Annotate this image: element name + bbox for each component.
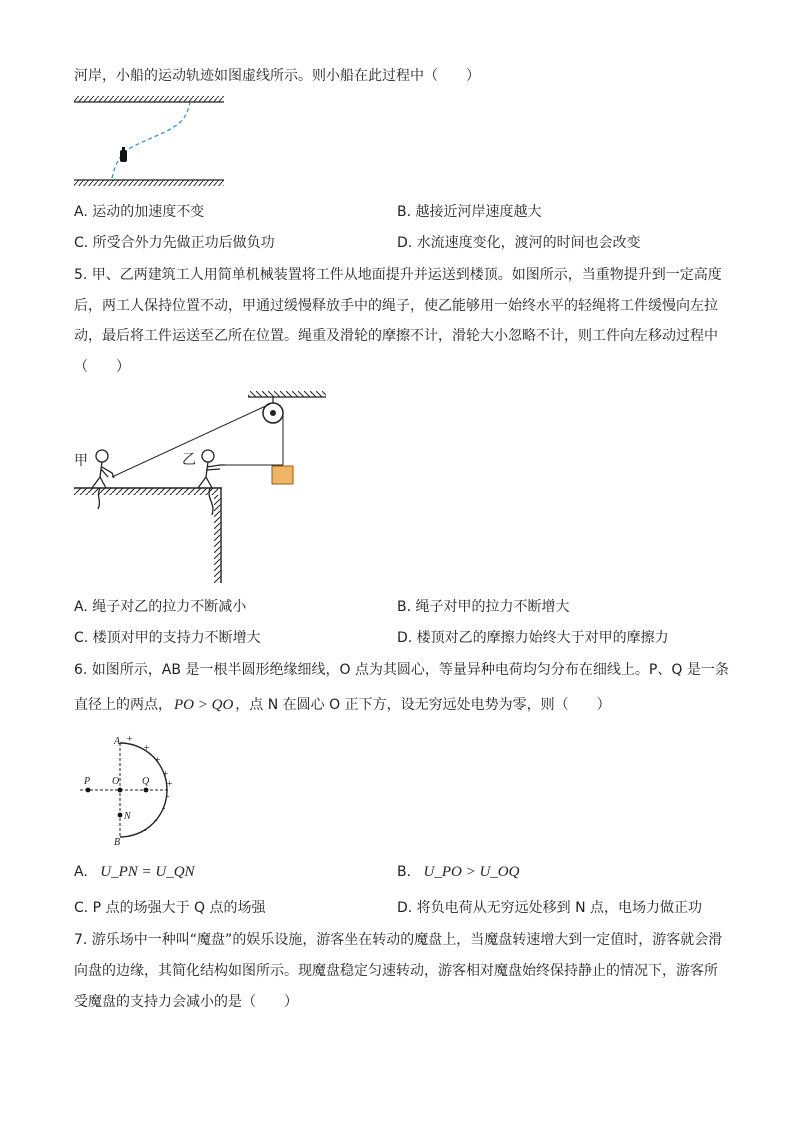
q6-option-a (74, 862, 195, 882)
q4-lower-bank (74, 180, 224, 186)
q6-option-b-prefix: B. (397, 864, 412, 880)
q5-option-d: D. 楼顶对乙的摩擦力始终大于对甲的摩擦力 (397, 630, 669, 646)
q5-stem-line-4: （ ） (74, 359, 130, 375)
q4-stem-tail: 河岸，小船的运动轨迹如图虚线所示。则小船在此过程中（ ） (74, 68, 480, 84)
q7-stem-line-1: 7. 游乐场中一种叫“魔盘”的娱乐设施，游客坐在转动的魔盘上，当魔盘转速增大到一定值时，游客就会滑 (74, 932, 723, 948)
boat-icon (120, 147, 127, 162)
label-n: N (124, 811, 131, 822)
q5-option-a: A. 绳子对乙的拉力不断减小 (74, 599, 247, 615)
q6-stem-line-2 (74, 695, 611, 715)
q4-dashed-trajectory (112, 103, 190, 178)
q4-option-d: D. 水流速度变化，渡河的时间也会改变 (397, 235, 641, 251)
q7-stem-line-2: 向盘的边缘，其简化结构如图所示。现魔盘稳定匀速转动，游客相对魔盘始终保持静止的情况下，游客所 (74, 963, 718, 979)
label-o: O (112, 776, 120, 787)
q5-option-c: C. 楼顶对甲的支持力不断增大 (74, 630, 261, 646)
plus-sign: + (154, 755, 161, 766)
q5-stem-line-3: 动，最后将工件运送至乙所在位置。绳重及滑轮的摩擦不计，滑轮大小忽略不计，则工件向左移动过程中 (74, 328, 718, 344)
label-jia: 甲 (74, 454, 88, 469)
plus-sign: + (126, 734, 133, 745)
q4-option-b: B. 越接近河岸速度越大 (397, 204, 542, 220)
q4-upper-bank (74, 96, 224, 102)
q6-option-d: D. 将负电荷从无穷远处移到 N 点，电场力做正功 (397, 900, 703, 916)
q6-option-a-prefix: A. (74, 864, 88, 880)
label-q: Q (142, 776, 150, 787)
q6-stem-line-2-b: ，点 N 在圆心 O 正下方，设无穷远处电势为零，则（ ） (235, 697, 611, 713)
q6-option-c: C. P 点的场强大于 Q 点的场强 (74, 900, 266, 916)
q7-stem-line-3: 受魔盘的支持力会减小的是（ ） (74, 994, 298, 1010)
q6-stem-line-2-a: 直径上的两点， (74, 697, 172, 713)
minus-sign: - (154, 815, 158, 826)
q5-workpiece (272, 466, 293, 484)
q4-option-a: A. 运动的加速度不变 (74, 204, 205, 220)
q5-option-b: B. 绳子对甲的拉力不断增大 (397, 599, 570, 615)
q5-stem-line-2: 后，两工人保持位置不动，甲通过缓慢释放手中的绳子，使乙能够用一始终水平的轻绳将工件缓慢向左拉 (74, 298, 718, 314)
q5-ceiling (248, 391, 326, 397)
label-p: P (84, 776, 91, 787)
q4-river-figure (72, 92, 232, 192)
q6-inequality: PO > QO (174, 697, 234, 713)
plus-sign: + (143, 743, 150, 754)
minus-sign: - (162, 803, 166, 814)
plus-sign: + (162, 769, 169, 780)
q6-stem-line-1: 6. 如图所示，AB 是一根半圆形绝缘细线，O 点为其圆心，等量异种电荷均匀分布在细线上。P、Q 是一条 (74, 662, 729, 678)
label-a: A (114, 736, 121, 747)
label-b: B (114, 837, 121, 848)
q6-semicircle-figure (76, 733, 186, 848)
q6-option-b-formula: U_PO > U_OQ (423, 864, 520, 880)
q6-option-a-formula: U_PN = U_QN (100, 864, 195, 880)
q5-stem-line-1: 5. 甲、乙两建筑工人用简单机械装置将工件从地面提升并运送到楼顶。如图所示，当重物提升到一定高度 (74, 267, 722, 283)
minus-sign: - (166, 791, 170, 802)
q4-option-c: C. 所受合外力先做正功后做负功 (74, 235, 275, 251)
q6-option-b (397, 862, 519, 882)
pulley-icon (263, 397, 283, 423)
label-yi: 乙 (182, 453, 196, 468)
q5-pulley-figure (70, 385, 340, 590)
minus-sign: - (143, 825, 147, 836)
q5-roof (74, 488, 222, 583)
worker-jia-icon (92, 450, 114, 509)
plus-sign: + (166, 779, 173, 790)
